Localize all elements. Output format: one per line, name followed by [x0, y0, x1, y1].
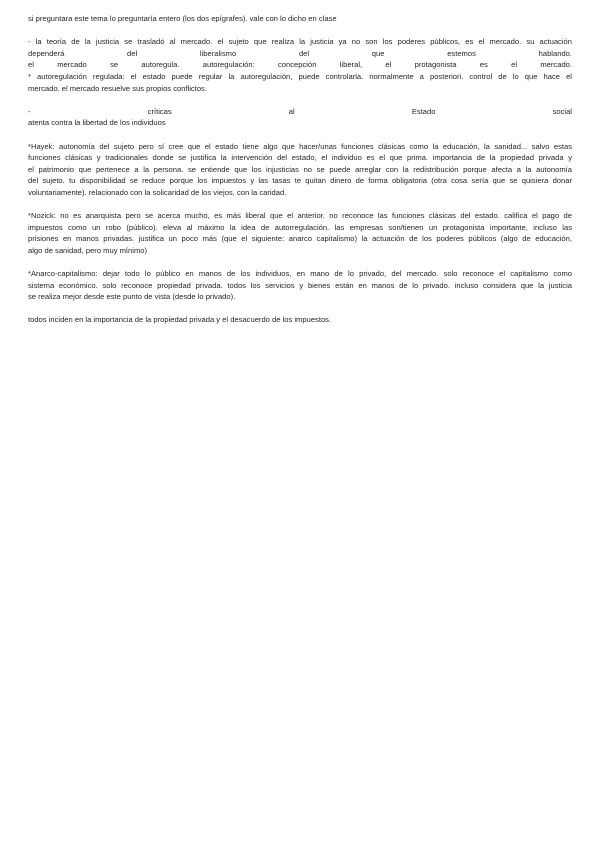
text-line: - la teoría de la justicia se trasladó al mercado. el sujeto que realiza la justicia ya no son los poderes públicos, es el mercado. su actuación — [28, 37, 572, 47]
paragraph — [28, 141, 572, 199]
text-line: todos inciden en la importancia de la propiedad privada y el desacuerdo de los impuestos. — [28, 315, 332, 325]
text-line: el patrimonio que pertenece a la persona. se entiende que los injusticias no se puede arreglar con la redistribución porque afecta a la autonomía — [28, 164, 572, 174]
text-line: se realiza mejor desde este punto de vista (desde lo privado). — [28, 292, 236, 302]
text-line: funciones clásicas y tradicionales donde se justifica la intervención del estado, el individuo es el que prima. importancia de la propiedad privada y — [28, 153, 572, 163]
text-line: del sujeto. tu disponibilidad se reduce porque los impuestos y las tasas te quitan dinero de forma obligatoria (otra cosa sería que se quisiera donar — [28, 176, 572, 186]
paragraph — [28, 210, 572, 256]
paragraph — [28, 106, 572, 129]
text-line: dependerá del liberalismo del que estemos hablando. — [28, 48, 572, 58]
text-line: voluntariamente). relacionado con la solicaridad de los viejos, con la caridad. — [28, 187, 287, 197]
text-line: atenta contra la libertad de los individuos — [28, 118, 166, 128]
text-line: sistema económico. solo reconoce propiedad privada. todos los servicios y bienes están en manos de lo privado. incluso considera que la justicia — [28, 280, 572, 290]
paragraph — [28, 268, 572, 303]
text-line: el mercado se autoregula. autoregulación: concepción liberal, el protagonista es el mercado. — [28, 60, 572, 70]
paragraph — [28, 314, 572, 326]
text-line: - críticas al Estado social — [28, 106, 572, 116]
text-line: *Nozick: no es anarquista pero se acerca mucho, es más liberal que el anterior. no reconoce las funciones clásicas del estado. califica el pago de — [28, 211, 572, 221]
paragraph — [28, 36, 572, 94]
text-line: * autoregulación regulada: el estado puede regular la autoregulación, puede controlarla. normalmente a posteriori. control de lo que hace el — [28, 71, 572, 81]
text-line: *Anarco-capitalismo: dejar todo lo público en manos de los individuos, en mano de lo privado, del mercado. solo reconoce el capitalismo como — [28, 269, 572, 279]
text-line: si preguntara este tema lo preguntaría entero (los dos epígrafes). vale con lo dicho en clase — [28, 14, 337, 23]
text-line: mercado. el mercado resuelve sus propios conflictos. — [28, 83, 207, 93]
text-line: prisiones en manos privadas. justifica un poco más (que el siguiente: anarco capitalismo) la actuación de los poderes públicos (algo de educación, — [28, 234, 572, 244]
paragraph — [28, 13, 572, 25]
text-line: algo de sanidad, pero muy mínimo) — [28, 245, 148, 255]
text-line: *Hayek: autonomía del sujeto pero sí cree que el estado tiene algo que hacer/unas funciones clásicas como la educación, la sanidad... salvo estas — [28, 141, 572, 151]
text-line: impuestos como un robo (público). eleva al máximo la idea de autorregulación. las empresas son/tienen un protagonista importante, incluso las — [28, 222, 572, 232]
